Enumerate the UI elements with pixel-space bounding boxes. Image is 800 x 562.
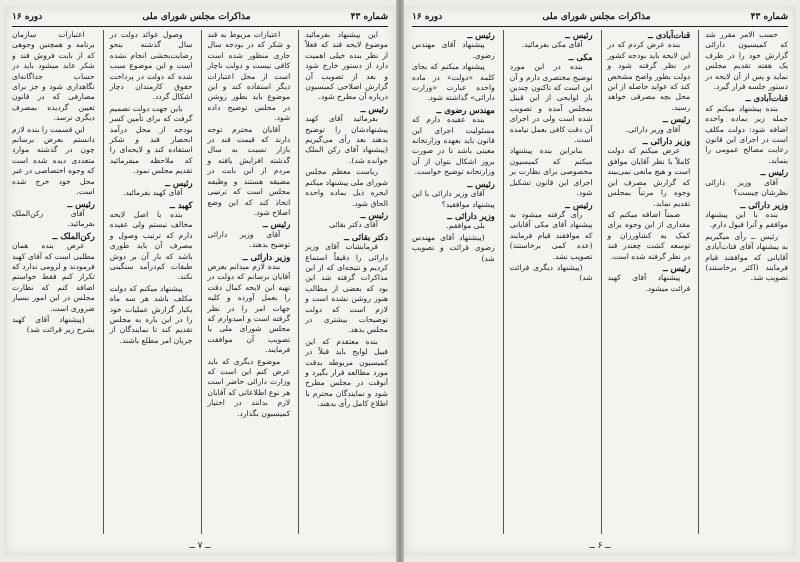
paragraph: رأی گرفته میشود به پیشنهاد آقای مکی آقایانی که موافقند قیام فرمایند (عده کمی برخاستند) تصویب نشد. xyxy=(509,209,593,261)
paragraph: پیشنهاد میکنم که دولت مکلف باشد هر سه ماه یکبار گزارش عملیات خود را در این باره به مجلس تقدیم کند تا نمایندگان از جریان امر مطلع باشند. xyxy=(109,283,193,345)
speaker-name: رکن‌الملک ــ xyxy=(52,230,95,241)
paragraph: بنده با اصل لایحه مخالف نیستم ولی عقیده دارم که ترتیب وصول و مصرف آن باید طوری باشد که بار آن بر دوش طبقات کم‌درآمد سنگینی نکند. xyxy=(109,209,193,282)
speaker-name: رئیس ــ xyxy=(760,167,788,178)
text-column xyxy=(103,30,193,534)
left-page xyxy=(4,6,396,556)
text-column xyxy=(201,30,291,534)
text-column xyxy=(503,30,593,534)
running-head xyxy=(412,10,788,27)
speaker-name: رئیس ــ xyxy=(262,219,291,230)
running-head xyxy=(12,10,388,27)
paragraph: بنده عرض کردم که در این لایحه باید بودجه کشور در نظر گرفته شود و دولت بطور واضح مشخص کند که عواید حاصله از این محل بچه مصرفی خواهد رسید. xyxy=(607,40,691,112)
speaker-name: رئیس ــ xyxy=(165,177,193,188)
paragraph: آقای مکی بفرمائید. xyxy=(521,40,583,50)
speaker-name: رئیس ــ xyxy=(360,103,388,114)
speaker-name: مکی ــ xyxy=(568,51,593,62)
paragraph: آقای وزیر دارائی نظرشان چیست؟ xyxy=(705,177,788,198)
binding-gutter xyxy=(396,0,404,562)
paragraph: این قسمت را بنده لازم دانستم بعرض برسانم چون در گذشته موارد متعددی دیده شده است که وجوه اختصاصی در غیر محل خود خرج شده است. xyxy=(12,124,95,197)
session-number: دوره ۱۶ xyxy=(412,12,443,22)
issue-number: شماره ۴۳ xyxy=(750,12,788,22)
speaker-name: مهندس رضوی ــ xyxy=(436,104,495,115)
paragraph: وصول عوائد دولت در سال گذشته بنحو رضایت‌بخشی انجام نشده است و این موضوع سبب شده که دولت در پرداخت حقوق کارمندان دچار اشکال گردد. xyxy=(109,30,193,102)
paragraph: پیشنهاد آقای کهبد قرائت میشود. xyxy=(607,273,691,293)
speaker-name: وزیر دارائی ــ xyxy=(242,251,291,262)
paragraph: (پیشنهاد دیگری قرائت شد) xyxy=(509,262,593,283)
right-page xyxy=(404,6,796,556)
issue-number: شماره ۴۳ xyxy=(350,12,388,22)
paragraph: بنده پیشنهاد میکنم که جمله زیر بماده واحده اضافه شود: دولت مکلف است در اجرای این قانون رعایت مصالح عمومی را بنماید. xyxy=(705,103,788,165)
paragraph: ضمناً اضافه میکنم که مقداری از این وجوه برای کمک به کشاورزان و توسعه کشت چغندر قند در نظر گرفته شده است. xyxy=(607,209,691,261)
paragraph: آقای رکن‌الملک بفرمائید. xyxy=(12,208,95,229)
paragraph: اعتبارات مربوط به قند و شکر که در بودجه سال جاری منظور شده است کافی نیست و دولت ناچار است از محل اعتبارات دیگر استفاده کند و این موضوع باید بطور روشن در مجلس توضیح داده شود. xyxy=(207,30,291,123)
publication-title: مذاکرات مجلس شورای ملی xyxy=(142,12,251,22)
paragraph: این پیشنهاد بفرمائید موضوع لایحه قند که فعلاً از نظر بنده خیلی اهمیت دارد از دستور خارج شود و بعد از تصویب آن گزارش اصلاحی کمیسیون درباره آن مطرح شود. xyxy=(305,30,388,102)
speaker-name: رئیس ــ xyxy=(67,198,95,209)
paragraph: رئیس ــ رأی میگیریم به پیشنهاد آقای قنات‌آبادی آقایانی که موافقند قیام فرمایند (اکثر برخاستند) تصویب شد. xyxy=(705,231,788,283)
publication-title: مذاکرات مجلس شورای ملی xyxy=(542,12,651,22)
text-column xyxy=(601,30,691,534)
paragraph: بنده معتقدم که این قبیل لوایح باید قبلاً در کمیسیون مربوطه بدقت مورد مطالعه قرار بگیرد و آنوقت در مجلس مطرح شود و نمایندگان محترم با اطلاع کامل رأی بدهند. xyxy=(305,336,388,409)
paragraph: پیشنهاد آقای مهندس رضوی. xyxy=(412,40,495,60)
speaker-name: رئیس ــ xyxy=(565,199,593,210)
paragraph: پیشنهاد میکنم که بجای کلمه «دولت» در ماده واحده عبارت «وزارت دارائی» گذاشته شود. xyxy=(412,62,495,103)
paragraph: بنده در این مورد توضیح مختصری دارم و آن این است که تاکنون چندین بار لوایحی از این قبیل بمجلس آمده و تصویب شده است ولی در اجرای آن دقت کافی بعمل نیامده است. xyxy=(509,62,593,145)
paragraph: باین جهت دولت تصمیم گرفت که برای تأمین کسر بودجه از محل درآمد انحصار قند و شکر استفاده کند و لایحه‌ای را که ملاحظه میفرمائید تقدیم مجلس نمود. xyxy=(109,103,193,176)
speaker-name: قنات‌آبادی ــ xyxy=(745,93,788,104)
paragraph: آقای وزیر دارائی با این پیشنهاد موافقید؟ xyxy=(412,189,495,209)
page-number: ــ ۶ ــ xyxy=(589,541,611,551)
speaker-name: رئیس ــ xyxy=(662,114,691,125)
paragraph: (پیشنهاد آقای کهبد بشرح زیر قرائت شد) xyxy=(12,314,95,335)
text-column xyxy=(698,30,788,534)
paragraph: بلی موافقم. xyxy=(446,221,485,231)
speaker-name: وزیر دارائی ــ xyxy=(447,210,495,221)
paragraph: بنده با این پیشنهاد موافقم و آنرا قبول دارم. xyxy=(705,209,788,230)
paragraph: اعتبارات سازمان برنامه و همچنین وجوهی که از بابت فروش قند و شکر عاید میشود باید در حساب جداگانه‌ای نگاهداری شود و جز برای مصارفی که در قانون تعیین گردیده بمصرف دیگری نرسد. xyxy=(12,30,95,123)
paragraph: موضوع دیگری که باید عرض کنم این است که وزارت دارائی حاضر است هر نوع اطلاعاتی که آقایان لازم بدانند در اختیار کمیسیون بگذارد. xyxy=(207,356,291,418)
text-columns xyxy=(412,30,788,534)
speaker-name: دکتر بقائی ــ xyxy=(343,231,388,242)
paragraph: عرض میکنم که دولت کاملاً با نظر آقایان موافق است و هیچ مانعی نمی‌بیند که گزارش مصرف این وجوه را مرتباً بمجلس تقدیم نماید. xyxy=(607,146,691,208)
paragraph: آقای کهبد بفرمائید. xyxy=(122,188,183,198)
paragraph: آقایان محترم توجه دارند که قیمت قند در بازار نسبت به سال گذشته افزایش یافته و مردم از این بابت در مضیقه هستند و وظیفه مجلس است که ترتیبی اتخاذ کند که این وضع اصلاح شود. xyxy=(207,124,291,217)
paragraph: (پیشنهاد آقای مهندس رضوی قرائت و تصویب شد) xyxy=(412,232,495,263)
speaker-name: قنات‌آبادی ــ xyxy=(647,30,691,40)
session-number: دوره ۱۶ xyxy=(12,12,43,22)
speaker-name: وزیر دارائی ــ xyxy=(740,199,788,210)
text-column xyxy=(412,30,495,534)
text-columns xyxy=(12,30,388,534)
speaker-name: رئیس ــ xyxy=(360,209,388,220)
paragraph: بفرمائید آقای کهبد پیشنهادشان را توضیح بدهند بعد رأی می‌گیریم (پیشنهاد آقای رکن الملک خوانده شد). xyxy=(305,114,388,165)
paragraph: ریاست معظم مجلس شورای ملی پیشنهاد میکنم ابجره ذیل بماده واحده الحاق شود. xyxy=(305,167,388,208)
speaker-name: رئیس ــ xyxy=(467,178,495,189)
paragraph: آقای وزیر دارائی توضیح بدهند. xyxy=(207,229,291,250)
speaker-name: رئیس ــ xyxy=(662,262,691,273)
speaker-name: رئیس ــ xyxy=(565,30,593,40)
paragraph: بنده لازم میدانم بعرض آقایان برسانم که دولت در تهیه این لایحه کمال دقت را بعمل آورده و کلیه جهات امر را در نظر گرفته است و امیدوارم که مجلس شورای ملی با تصویب آن موافقت فرمایند. xyxy=(207,261,291,355)
paragraph: فرمایشات آقای وزیر دارائی را دقیقاً استماع کردیم و نتیجه‌ای که از این مذاکرات گرفته شد این بود که بعضی از مطالب هنوز روشن نشده است و لازم است که دولت توضیحات بیشتری در مجلس بدهد. xyxy=(305,242,388,335)
paragraph: بنابراین بنده پیشنهاد میکنم که کمیسیون مخصوصی برای نظارت بر اجرای این قانون تشکیل شود. xyxy=(509,146,593,198)
paragraph: بنده عقیده دارم که مسئولیت اجرای این قانون باید بعهده وزارتخانه معینی باشد تا در صورت بروز اشکال بتوان از آن وزارتخانه توضیح خواست. xyxy=(412,115,495,177)
paragraph: آقای دکتر بقائی xyxy=(328,220,378,230)
text-column xyxy=(298,30,388,534)
speaker-name: وزیر دارائی ــ xyxy=(642,136,691,147)
speaker-name: کهبد ــ xyxy=(169,199,193,210)
speaker-name: رئیس ــ xyxy=(467,30,495,40)
page-number: ــ ۷ ــ xyxy=(189,541,211,551)
paragraph: حسب الامر مقرر شد که کمیسیون دارائی گزارش خود را در ظرف یک هفته تقدیم مجلس نماید و پس از آن لایحه در دستور جلسه قرار گیرد. xyxy=(705,30,788,92)
paragraph: آقای وزیر دارائی. xyxy=(625,124,681,134)
text-column xyxy=(12,30,95,534)
paragraph: عرض بنده همان مطلبی است که آقای کهبد فرمودند و لزومی ندارد که تکرار کنم فقط خواستم اضافه کنم که نظارت مجلس در این امور بسیار ضروری است. xyxy=(12,241,95,313)
